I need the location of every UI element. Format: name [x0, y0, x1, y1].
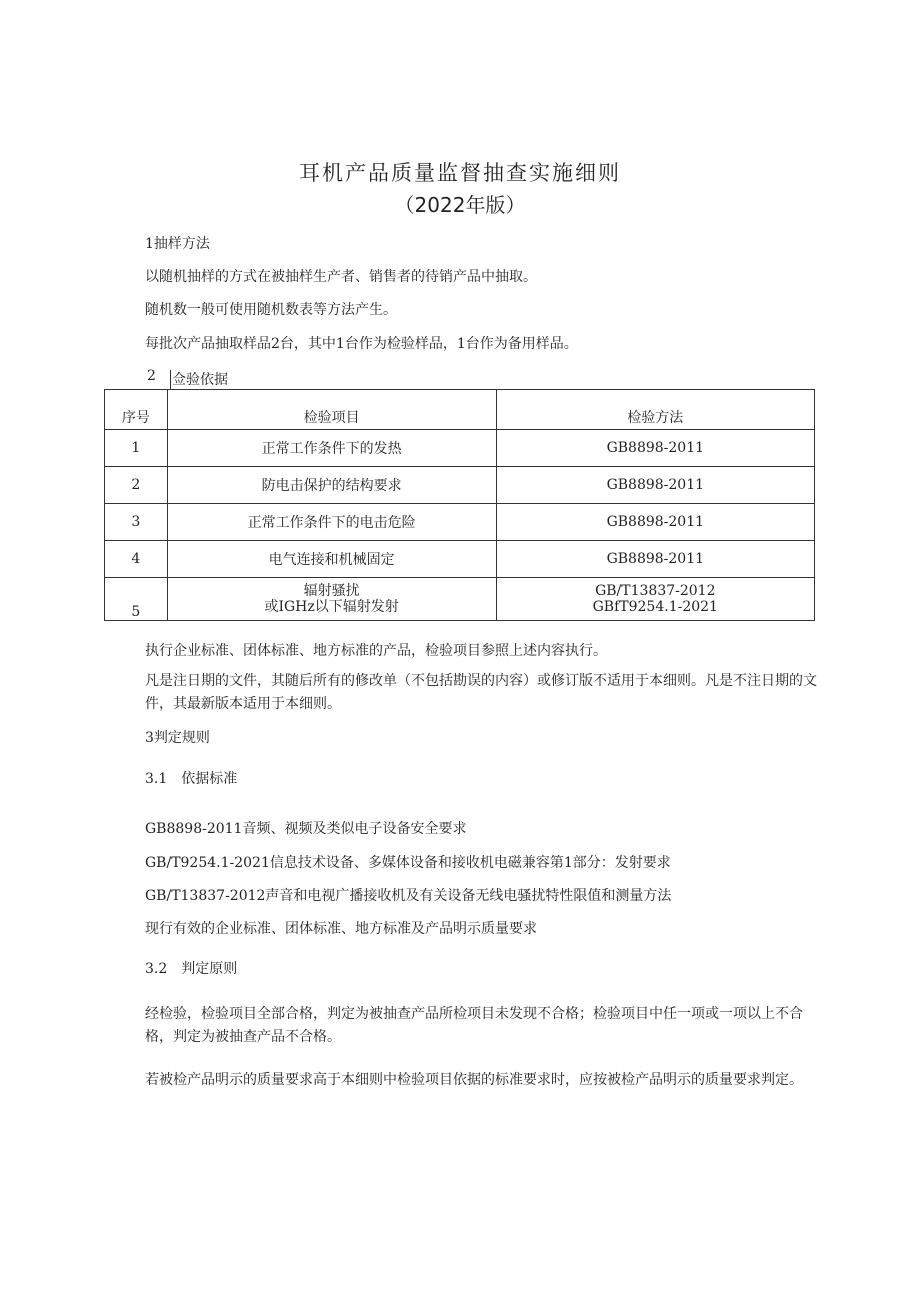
row-no: 2	[105, 467, 168, 504]
table-row	[105, 578, 815, 621]
row-item	[167, 578, 496, 621]
row-method-line-2: GBfT9254.1-2021	[592, 599, 718, 615]
header-item: 检验项目	[167, 390, 496, 430]
sampling-paragraph-3: 每批次产品抽取样品2台，其中1台作为检验样品，1台作为备用样品。	[145, 336, 578, 352]
row-item: 正常工作条件下的电击危险	[167, 504, 496, 541]
section-3-heading: 3判定规则	[145, 730, 210, 746]
section-1-heading: 1抽样方法	[145, 236, 210, 252]
row-method: GB8898-2011	[496, 504, 814, 541]
row-no: 4	[105, 541, 168, 578]
table-note-2: 凡是注日期的文件，其随后所有的修改单（不包括勘误的内容）或修订版不适用于本细则。凡是不注日期的文件，其最新版本适用于本细则。	[145, 673, 817, 712]
row-method	[496, 578, 814, 621]
section-2-number: 2	[147, 368, 156, 384]
row-method: GB8898-2011	[496, 467, 814, 504]
table-row	[105, 504, 815, 541]
header-method: 检验方法	[496, 390, 814, 430]
row-no: 3	[105, 504, 168, 541]
judgment-rule-2: 若被检产品明示的质量要求高于本细则中检验项目依据的标准要求时，应按被检产品明示的质量要求判定。	[145, 1072, 803, 1088]
row-item: 正常工作条件下的发热	[167, 430, 496, 467]
row-method-line-1: GB/T13837-2012	[595, 583, 716, 599]
row-no: 5	[105, 578, 168, 621]
section-2-heading: 佥验依据	[172, 372, 228, 388]
header-no: 序号	[105, 390, 168, 430]
section-3-2-heading: 3.2 判定原则	[145, 961, 238, 977]
row-item: 防电击保护的结构要求	[167, 467, 496, 504]
row-method: GB8898-2011	[496, 430, 814, 467]
row-item-line-1: 辐射骚扰	[303, 583, 360, 599]
table-row	[105, 541, 815, 578]
standard-4: 现行有效的企业标准、团体标准、地方标准及产品明示质量要求	[145, 921, 537, 937]
judgment-rule-1: 经检验，检验项目全部合格，判定为被抽查产品所检项目未发现不合格；检验项目中任一项或一项以上不合格，判定为被抽查产品不合格。	[145, 1006, 803, 1045]
table-row	[105, 467, 815, 504]
row-item: 电气连接和机械固定	[167, 541, 496, 578]
standard-3: GB/T13837-2012声音和电视广播接收机及有关设备无线电骚扰特性限值和测量方法	[145, 888, 672, 904]
standard-2: GB/T9254.1-2021信息技术设备、多媒体设备和接收机电磁兼容第1部分：发射要求	[145, 855, 671, 871]
row-method: GB8898-2011	[496, 541, 814, 578]
section-2-divider	[170, 370, 171, 390]
sampling-paragraph-1: 以随机抽样的方式在被抽样生产者、销售者的待销产品中抽取。	[145, 269, 537, 285]
standard-1: GB8898-2011音频、视频及类似电子设备安全要求	[145, 821, 467, 837]
sampling-paragraph-2: 随机数一般可使用随机数表等方法产生。	[145, 302, 397, 318]
table-row	[105, 430, 815, 467]
inspection-table	[104, 389, 815, 621]
row-item-line-2: 或IGHz以下辐射发射	[264, 599, 399, 615]
document-subtitle: （2022年版）	[394, 193, 526, 217]
row-no: 1	[105, 430, 168, 467]
table-header-row	[105, 390, 815, 430]
table-note-1: 执行企业标准、团体标准、地方标准的产品，检验项目参照上述内容执行。	[145, 643, 607, 659]
document-title: 耳机产品质量监督抽查实施细则	[299, 161, 621, 185]
section-3-1-heading: 3.1 依据标准	[145, 771, 238, 787]
